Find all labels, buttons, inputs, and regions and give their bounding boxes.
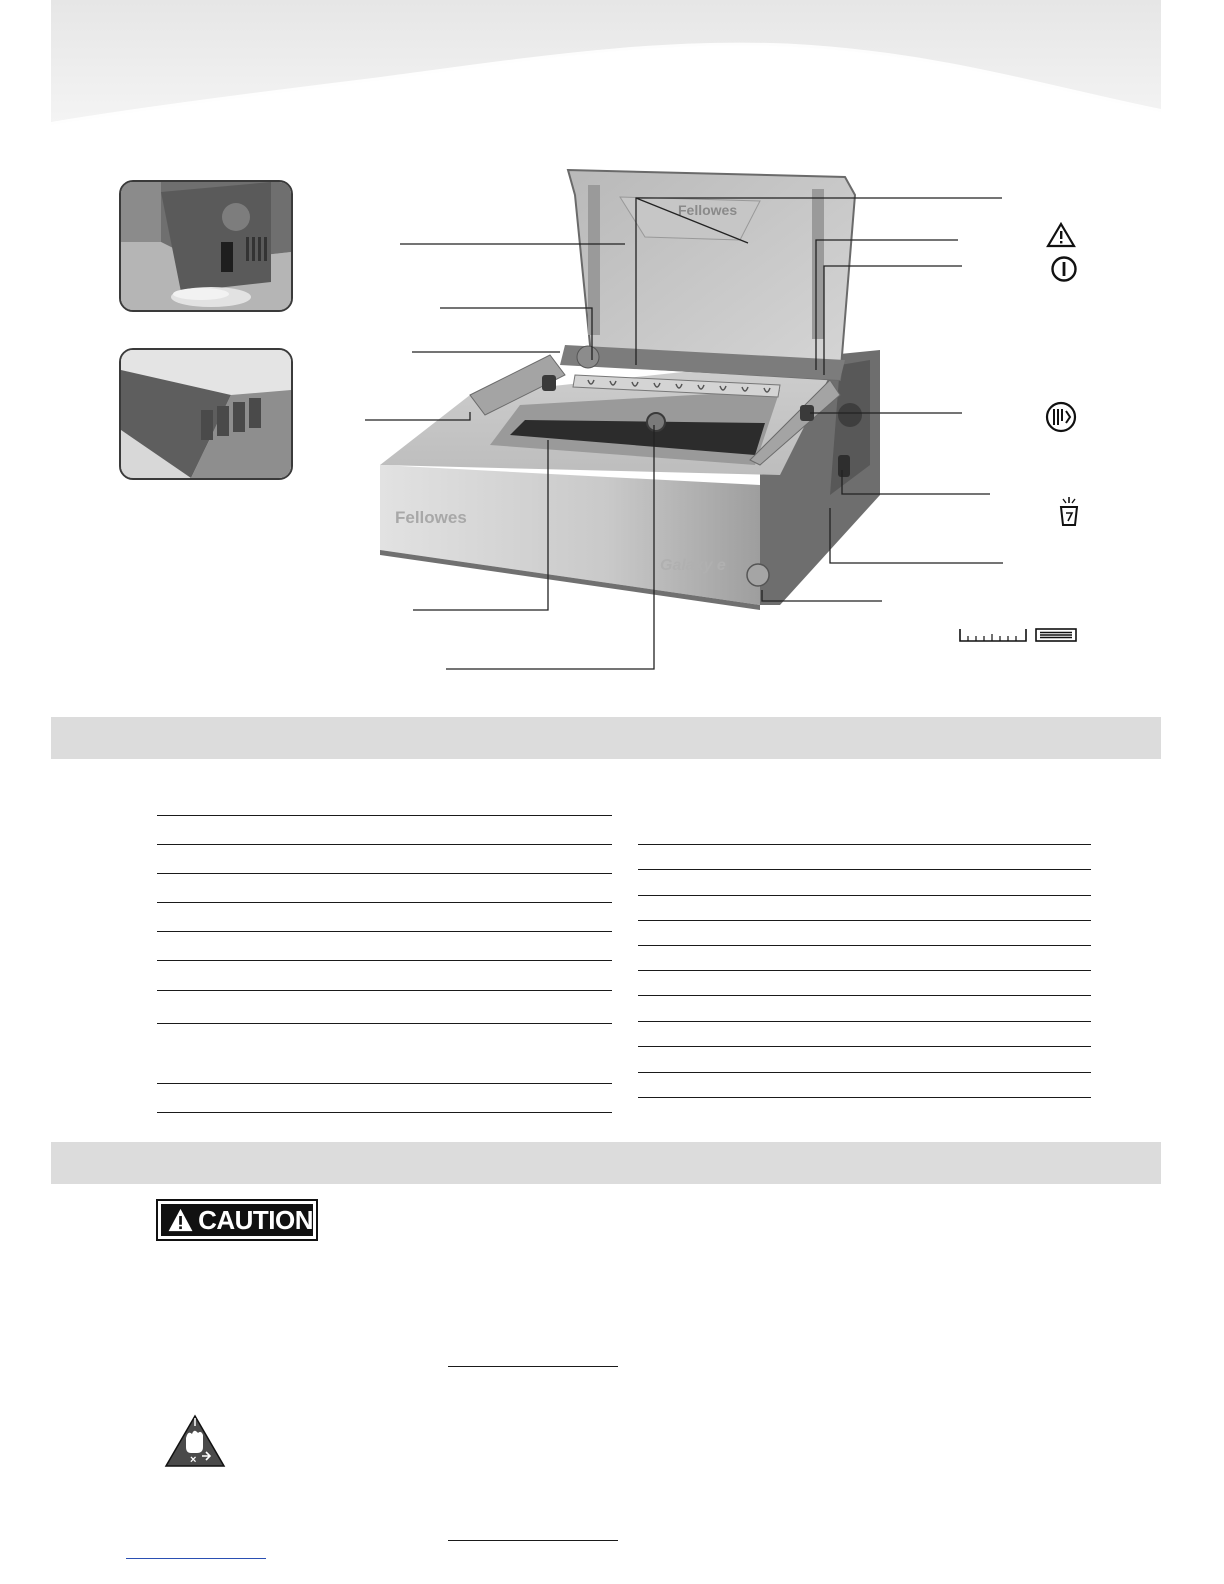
- ruler-margin-icon: [958, 626, 1080, 644]
- hand-hazard-icon: [164, 1414, 226, 1468]
- safety-rule-top: [448, 1366, 618, 1367]
- table-row: [638, 1046, 1091, 1047]
- bin-full-icon: [1058, 495, 1080, 527]
- table-row: [638, 945, 1091, 946]
- table-row: [638, 1097, 1091, 1098]
- table-row: [638, 970, 1091, 971]
- warning-triangle-icon: [1046, 222, 1076, 248]
- table-row: [157, 815, 612, 816]
- table-row: [638, 895, 1091, 896]
- table-row: [638, 995, 1091, 996]
- caution-warning-icon: [167, 1204, 194, 1236]
- power-icon: [1050, 255, 1078, 283]
- inset-photo-open-drawer: [119, 348, 293, 480]
- table-row: [638, 869, 1091, 870]
- table-row: [638, 920, 1091, 921]
- table-row: [157, 902, 612, 903]
- svg-text:×: ×: [190, 1454, 197, 1466]
- jam-clear-icon: [1044, 400, 1078, 434]
- table-row: [157, 1112, 612, 1113]
- table-row: [638, 1021, 1091, 1022]
- table-row: [157, 990, 612, 991]
- table-row: [157, 931, 612, 932]
- table-row: [157, 1083, 612, 1084]
- front-brand-text: Fellowes: [395, 508, 467, 527]
- caution-label: [156, 1199, 318, 1241]
- table-row: [638, 1072, 1091, 1073]
- section-bar-specifications: [51, 717, 1161, 759]
- lid-brand-text: Fellowes: [678, 202, 738, 218]
- table-row: [157, 873, 612, 874]
- footer-link-underline: [126, 1558, 266, 1559]
- model-badge-text: Galaxy e: [660, 557, 726, 574]
- inset-photo-bin-side: [119, 180, 293, 312]
- section-bar-safety: [51, 1142, 1161, 1184]
- table-row: [157, 844, 612, 845]
- header-wave-banner: [51, 0, 1161, 130]
- table-row: [157, 960, 612, 961]
- table-row: [157, 1023, 612, 1024]
- safety-rule-bottom: [448, 1540, 618, 1541]
- table-row: [638, 844, 1091, 845]
- caution-text: CAUTION: [198, 1204, 313, 1235]
- binding-machine-illustration: [360, 165, 1020, 675]
